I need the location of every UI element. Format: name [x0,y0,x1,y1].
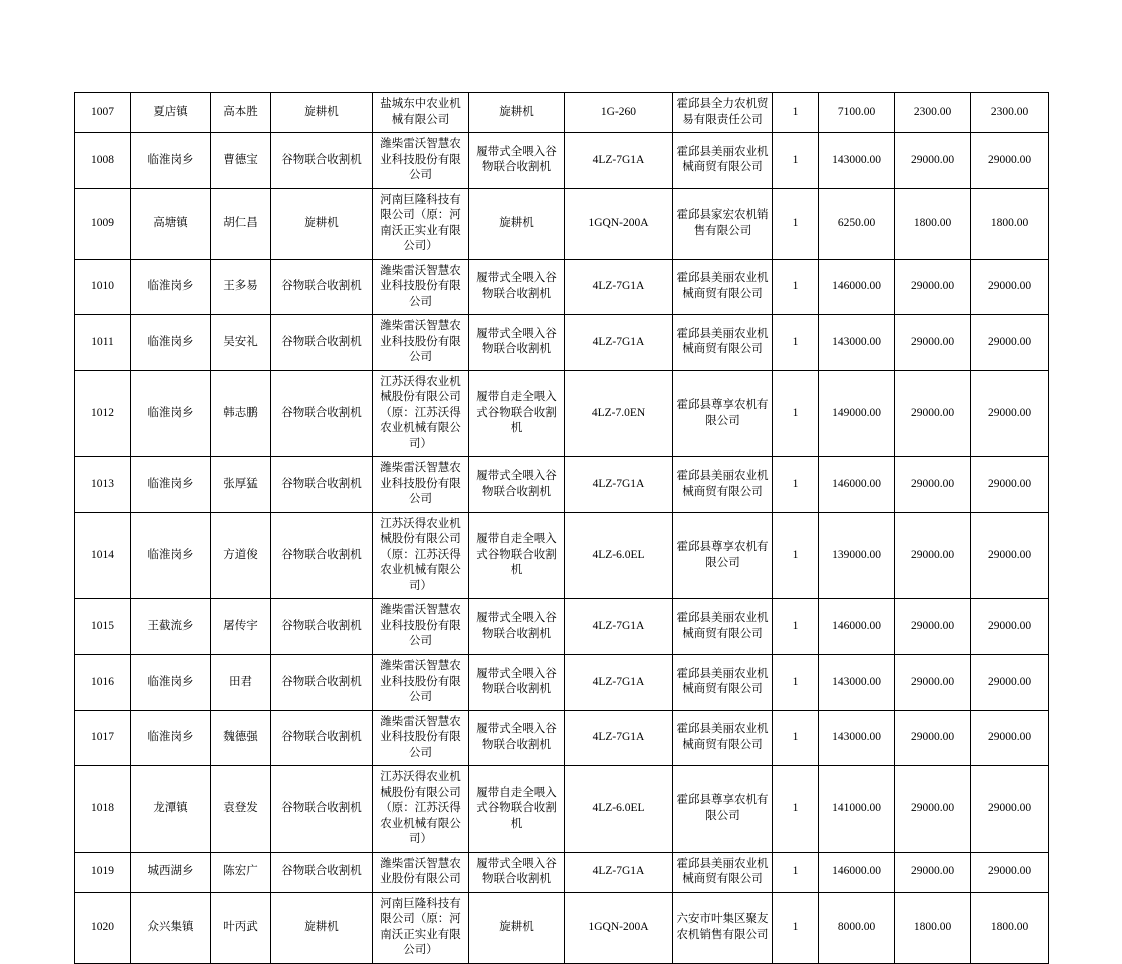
cell-machine: 履带自走全喂入式谷物联合收割机 [469,512,565,599]
cell-owner: 王多易 [211,259,271,315]
cell-subsidy: 29000.00 [895,259,971,315]
cell-qty: 1 [773,654,819,710]
cell-id: 1010 [75,259,131,315]
cell-price: 143000.00 [819,710,895,766]
cell-subsidy: 29000.00 [895,654,971,710]
cell-total: 29000.00 [971,710,1049,766]
cell-town: 临淮岗乡 [131,710,211,766]
table-row [75,457,1049,513]
cell-total: 29000.00 [971,133,1049,189]
cell-price: 149000.00 [819,370,895,457]
cell-subsidy: 29000.00 [895,315,971,371]
cell-price: 143000.00 [819,133,895,189]
cell-owner: 屠传宇 [211,599,271,655]
cell-owner: 叶丙武 [211,892,271,963]
cell-category: 谷物联合收割机 [271,457,373,513]
cell-id: 1020 [75,892,131,963]
cell-category: 谷物联合收割机 [271,654,373,710]
cell-total: 29000.00 [971,512,1049,599]
cell-price: 141000.00 [819,766,895,853]
cell-id: 1007 [75,93,131,133]
table-row [75,370,1049,457]
cell-model: 4LZ-7.0EN [565,370,673,457]
subsidy-table [74,92,1049,964]
cell-dealer: 霍邱县美丽农业机械商贸有限公司 [673,654,773,710]
cell-town: 城西湖乡 [131,852,211,892]
cell-machine: 履带式全喂入谷物联合收割机 [469,457,565,513]
cell-total: 29000.00 [971,852,1049,892]
cell-subsidy: 2300.00 [895,93,971,133]
cell-machine: 履带式全喂入谷物联合收割机 [469,852,565,892]
cell-machine: 履带式全喂入谷物联合收割机 [469,133,565,189]
table-row [75,133,1049,189]
cell-id: 1015 [75,599,131,655]
cell-owner: 韩志鹏 [211,370,271,457]
cell-id: 1014 [75,512,131,599]
cell-subsidy: 29000.00 [895,370,971,457]
cell-machine: 履带式全喂入谷物联合收割机 [469,654,565,710]
table-row [75,892,1049,963]
cell-total: 2300.00 [971,93,1049,133]
cell-town: 临淮岗乡 [131,370,211,457]
table-row [75,512,1049,599]
cell-subsidy: 29000.00 [895,710,971,766]
table-row [75,599,1049,655]
cell-model: 4LZ-6.0EL [565,766,673,853]
cell-dealer: 霍邱县美丽农业机械商贸有限公司 [673,259,773,315]
cell-category: 谷物联合收割机 [271,710,373,766]
cell-model: 1GQN-200A [565,188,673,259]
cell-town: 高塘镇 [131,188,211,259]
cell-total: 29000.00 [971,766,1049,853]
cell-subsidy: 29000.00 [895,852,971,892]
cell-dealer: 霍邱县尊享农机有限公司 [673,512,773,599]
cell-price: 146000.00 [819,852,895,892]
cell-category: 谷物联合收割机 [271,852,373,892]
cell-id: 1008 [75,133,131,189]
cell-machine: 履带式全喂入谷物联合收割机 [469,259,565,315]
cell-owner: 方道俊 [211,512,271,599]
cell-machine: 旋耕机 [469,188,565,259]
cell-manufacturer: 潍柴雷沃智慧农业股份有限公司 [373,852,469,892]
cell-owner: 魏德强 [211,710,271,766]
cell-total: 1800.00 [971,892,1049,963]
cell-total: 29000.00 [971,654,1049,710]
cell-subsidy: 29000.00 [895,457,971,513]
cell-total: 29000.00 [971,259,1049,315]
cell-id: 1018 [75,766,131,853]
cell-model: 4LZ-7G1A [565,710,673,766]
table-row [75,654,1049,710]
cell-town: 夏店镇 [131,93,211,133]
cell-manufacturer: 河南巨隆科技有限公司（原：河南沃正实业有限公司） [373,188,469,259]
cell-machine: 旋耕机 [469,892,565,963]
cell-qty: 1 [773,512,819,599]
cell-machine: 履带自走全喂入式谷物联合收割机 [469,370,565,457]
cell-qty: 1 [773,93,819,133]
cell-category: 旋耕机 [271,188,373,259]
cell-machine: 履带式全喂入谷物联合收割机 [469,315,565,371]
cell-total: 29000.00 [971,457,1049,513]
cell-category: 旋耕机 [271,93,373,133]
cell-machine: 履带式全喂入谷物联合收割机 [469,710,565,766]
cell-qty: 1 [773,370,819,457]
cell-town: 临淮岗乡 [131,654,211,710]
cell-category: 谷物联合收割机 [271,133,373,189]
cell-town: 王截流乡 [131,599,211,655]
cell-manufacturer: 河南巨隆科技有限公司（原：河南沃正实业有限公司） [373,892,469,963]
cell-total: 1800.00 [971,188,1049,259]
cell-town: 临淮岗乡 [131,457,211,513]
table-body [75,93,1049,964]
cell-model: 4LZ-7G1A [565,457,673,513]
table-row [75,259,1049,315]
cell-qty: 1 [773,457,819,513]
cell-category: 谷物联合收割机 [271,599,373,655]
cell-manufacturer: 盐城东中农业机械有限公司 [373,93,469,133]
cell-subsidy: 29000.00 [895,512,971,599]
table-row [75,852,1049,892]
cell-total: 29000.00 [971,370,1049,457]
cell-machine: 履带式全喂入谷物联合收割机 [469,599,565,655]
cell-price: 143000.00 [819,654,895,710]
cell-subsidy: 29000.00 [895,133,971,189]
cell-dealer: 霍邱县全力农机贸易有限责任公司 [673,93,773,133]
cell-subsidy: 29000.00 [895,599,971,655]
cell-qty: 1 [773,133,819,189]
cell-owner: 陈宏广 [211,852,271,892]
cell-owner: 吴安礼 [211,315,271,371]
cell-owner: 高本胜 [211,93,271,133]
cell-id: 1017 [75,710,131,766]
cell-category: 旋耕机 [271,892,373,963]
cell-price: 8000.00 [819,892,895,963]
cell-qty: 1 [773,188,819,259]
cell-owner: 张厚猛 [211,457,271,513]
cell-price: 146000.00 [819,457,895,513]
cell-owner: 田君 [211,654,271,710]
cell-subsidy: 1800.00 [895,188,971,259]
cell-dealer: 霍邱县美丽农业机械商贸有限公司 [673,599,773,655]
cell-model: 4LZ-7G1A [565,654,673,710]
table-row [75,315,1049,371]
cell-subsidy: 1800.00 [895,892,971,963]
cell-qty: 1 [773,892,819,963]
cell-model: 4LZ-7G1A [565,315,673,371]
cell-dealer: 霍邱县美丽农业机械商贸有限公司 [673,852,773,892]
cell-dealer: 霍邱县尊享农机有限公司 [673,766,773,853]
cell-category: 谷物联合收割机 [271,766,373,853]
cell-subsidy: 29000.00 [895,766,971,853]
cell-id: 1019 [75,852,131,892]
cell-town: 临淮岗乡 [131,133,211,189]
cell-qty: 1 [773,259,819,315]
table-row [75,710,1049,766]
cell-manufacturer: 潍柴雷沃智慧农业科技股份有限公司 [373,457,469,513]
cell-machine: 旋耕机 [469,93,565,133]
cell-model: 4LZ-7G1A [565,599,673,655]
table-row [75,93,1049,133]
cell-dealer: 六安市叶集区聚友农机销售有限公司 [673,892,773,963]
cell-town: 临淮岗乡 [131,259,211,315]
cell-price: 146000.00 [819,259,895,315]
cell-category: 谷物联合收割机 [271,370,373,457]
cell-qty: 1 [773,315,819,371]
cell-owner: 袁登发 [211,766,271,853]
cell-dealer: 霍邱县美丽农业机械商贸有限公司 [673,457,773,513]
cell-model: 1G-260 [565,93,673,133]
cell-dealer: 霍邱县美丽农业机械商贸有限公司 [673,710,773,766]
cell-manufacturer: 江苏沃得农业机械股份有限公司（原：江苏沃得农业机械有限公司） [373,766,469,853]
cell-price: 146000.00 [819,599,895,655]
cell-total: 29000.00 [971,599,1049,655]
cell-id: 1012 [75,370,131,457]
cell-dealer: 霍邱县尊享农机有限公司 [673,370,773,457]
cell-owner: 胡仁昌 [211,188,271,259]
cell-town: 临淮岗乡 [131,315,211,371]
cell-manufacturer: 潍柴雷沃智慧农业科技股份有限公司 [373,654,469,710]
cell-model: 1GQN-200A [565,892,673,963]
table-row [75,766,1049,853]
cell-manufacturer: 潍柴雷沃智慧农业科技股份有限公司 [373,133,469,189]
cell-model: 4LZ-6.0EL [565,512,673,599]
cell-manufacturer: 江苏沃得农业机械股份有限公司（原：江苏沃得农业机械有限公司） [373,370,469,457]
cell-qty: 1 [773,852,819,892]
cell-price: 143000.00 [819,315,895,371]
cell-category: 谷物联合收割机 [271,512,373,599]
cell-manufacturer: 潍柴雷沃智慧农业科技股份有限公司 [373,315,469,371]
cell-category: 谷物联合收割机 [271,315,373,371]
table-row [75,188,1049,259]
cell-price: 7100.00 [819,93,895,133]
cell-model: 4LZ-7G1A [565,852,673,892]
cell-id: 1011 [75,315,131,371]
subsidy-table-container [74,92,1048,964]
cell-price: 6250.00 [819,188,895,259]
cell-dealer: 霍邱县美丽农业机械商贸有限公司 [673,315,773,371]
cell-manufacturer: 江苏沃得农业机械股份有限公司（原：江苏沃得农业机械有限公司） [373,512,469,599]
cell-machine: 履带自走全喂入式谷物联合收割机 [469,766,565,853]
cell-category: 谷物联合收割机 [271,259,373,315]
cell-qty: 1 [773,766,819,853]
cell-qty: 1 [773,599,819,655]
cell-id: 1009 [75,188,131,259]
cell-qty: 1 [773,710,819,766]
cell-total: 29000.00 [971,315,1049,371]
cell-town: 众兴集镇 [131,892,211,963]
cell-model: 4LZ-7G1A [565,133,673,189]
cell-owner: 曹德宝 [211,133,271,189]
cell-manufacturer: 潍柴雷沃智慧农业科技股份有限公司 [373,710,469,766]
cell-model: 4LZ-7G1A [565,259,673,315]
cell-town: 龙潭镇 [131,766,211,853]
cell-dealer: 霍邱县美丽农业机械商贸有限公司 [673,133,773,189]
cell-town: 临淮岗乡 [131,512,211,599]
cell-dealer: 霍邱县家宏农机销售有限公司 [673,188,773,259]
cell-price: 139000.00 [819,512,895,599]
cell-manufacturer: 潍柴雷沃智慧农业科技股份有限公司 [373,259,469,315]
cell-id: 1016 [75,654,131,710]
cell-manufacturer: 潍柴雷沃智慧农业科技股份有限公司 [373,599,469,655]
cell-id: 1013 [75,457,131,513]
